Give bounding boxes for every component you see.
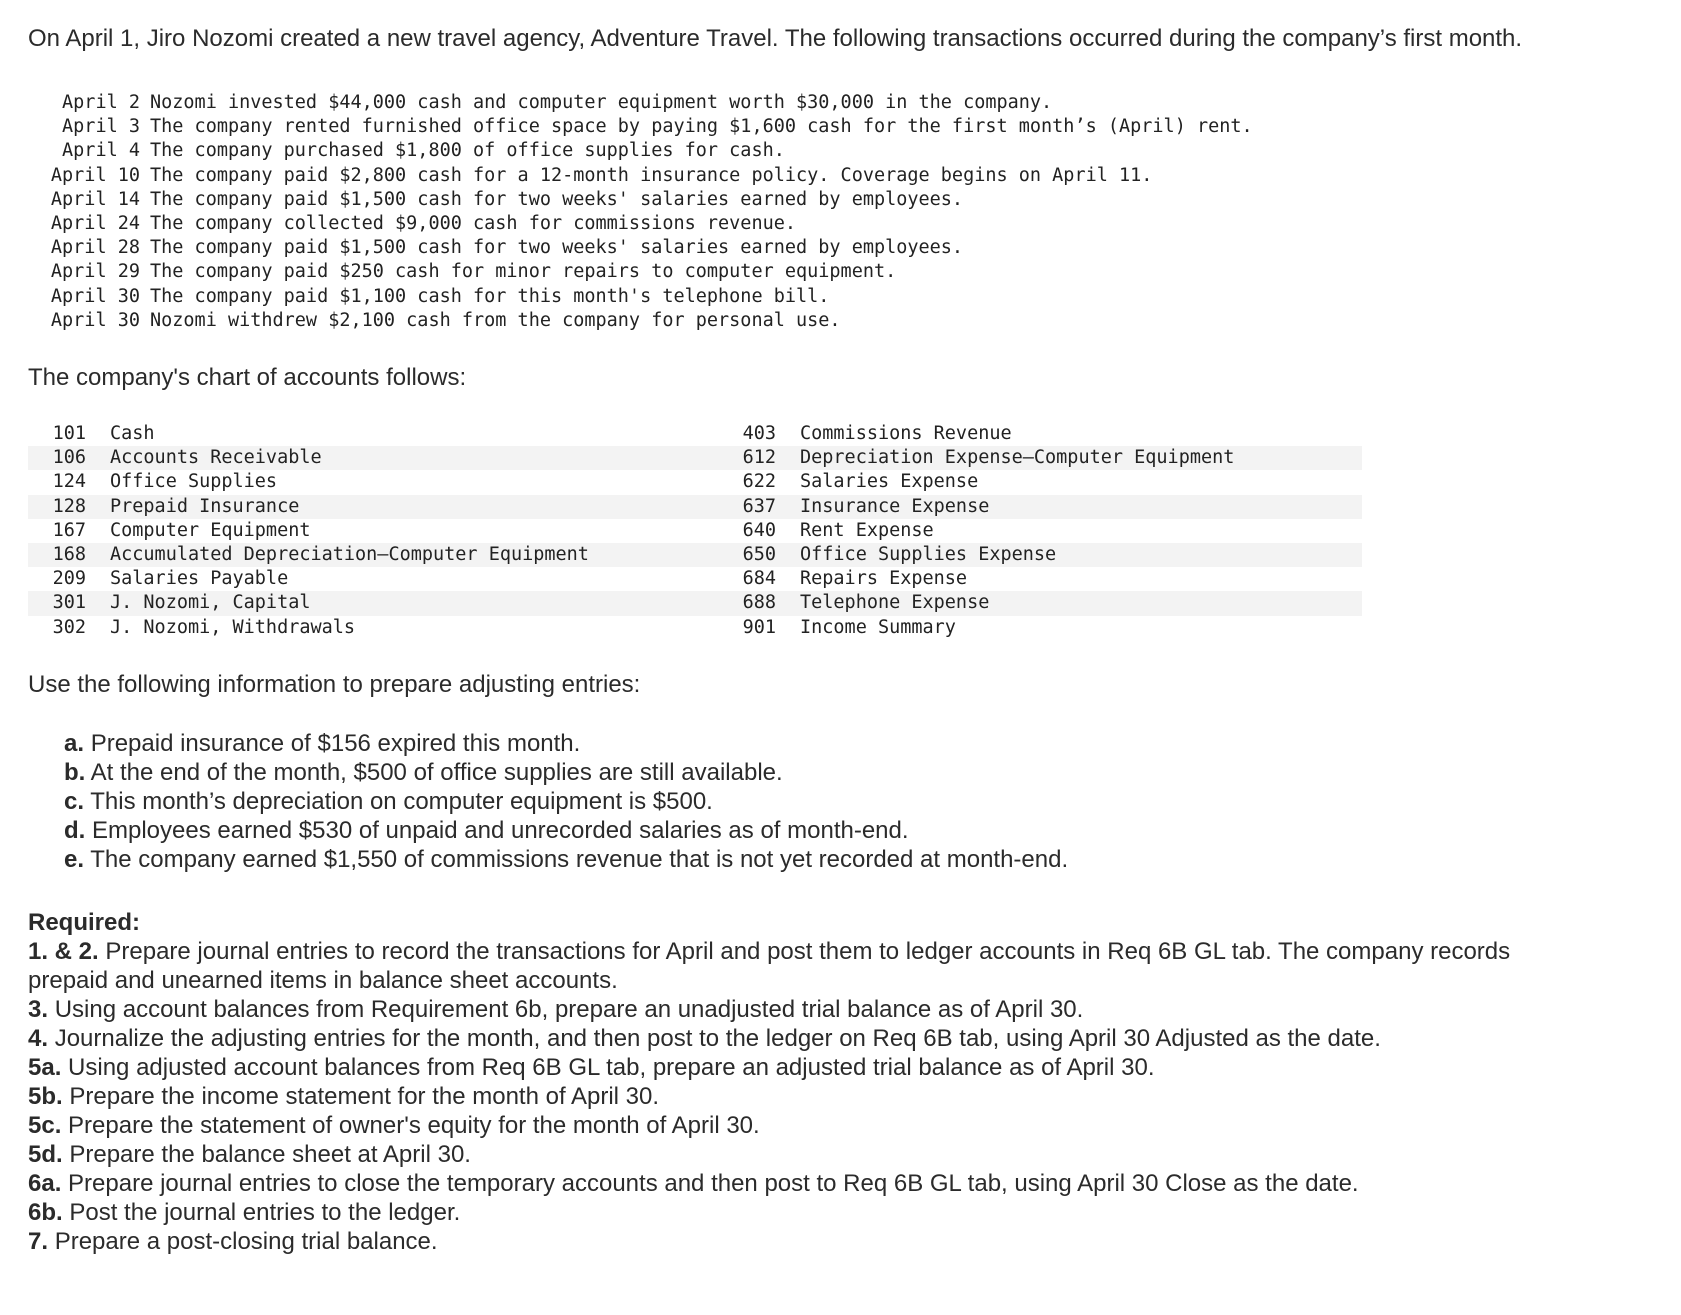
requirement-text: Prepare a post-closing trial balance. (54, 1227, 438, 1255)
transaction-date: April 28 (50, 237, 140, 259)
account-row (718, 495, 1362, 519)
requirement-item (28, 1169, 1568, 1198)
transaction-date: April 3 (62, 116, 140, 138)
account-name: Depreciation Expense—Computer Equipment (800, 447, 1235, 469)
account-row (28, 543, 718, 567)
requirement-label: 6b. (28, 1198, 63, 1226)
account-number: 101 (52, 423, 86, 445)
account-row (718, 591, 1362, 615)
transaction-date: April 24 (50, 213, 140, 235)
requirement-text: Prepare journal entries to close the temporary accounts and then post to Req 6B GL tab, using April 30 Close as the date. (68, 1169, 1359, 1197)
account-number: 128 (52, 495, 86, 517)
account-number: 640 (742, 519, 776, 541)
account-name: Salaries Expense (800, 471, 979, 493)
adjustment-label: c. (64, 787, 85, 815)
adjustment-item (64, 758, 1648, 787)
requirement-label: 5c. (28, 1111, 62, 1139)
account-name: Repairs Expense (800, 568, 968, 590)
transaction-row (28, 236, 1648, 260)
adjustment-label: a. (64, 729, 85, 757)
account-number: 612 (742, 447, 776, 469)
transaction-date: April 4 (62, 140, 140, 162)
transaction-description: The company rented furnished office space by paying $1,600 cash for the first month’s (April) rent. (150, 116, 1253, 138)
account-name: Income Summary (800, 616, 956, 638)
transactions-list (28, 91, 1648, 333)
chart-of-accounts-intro: The company's chart of accounts follows: (28, 364, 467, 392)
requirement-item (28, 1198, 1568, 1227)
account-name: Computer Equipment (110, 519, 311, 541)
account-row (718, 422, 1362, 446)
adjustment-text: Employees earned $530 of unpaid and unrecorded salaries as of month-end. (92, 816, 909, 844)
account-name: Accumulated Depreciation—Computer Equipment (110, 543, 589, 565)
transaction-row (28, 115, 1648, 139)
account-name: Prepaid Insurance (110, 495, 300, 517)
requirement-label: 5b. (28, 1082, 63, 1110)
account-name: Office Supplies Expense (800, 543, 1057, 565)
requirement-item (28, 1227, 1568, 1256)
account-row (28, 422, 718, 446)
requirement-text: Using account balances from Requirement 6b, prepare an unadjusted trial balance as of April 30. (54, 995, 1084, 1023)
account-number: 302 (52, 616, 86, 638)
requirement-text: Journalize the adjusting entries for the month, and then post to the ledger on Req 6B tab, using April 30 Adjusted as the date. (54, 1024, 1381, 1052)
transaction-row (28, 91, 1648, 115)
account-number: 622 (742, 471, 776, 493)
adjustment-item (64, 729, 1648, 758)
transaction-description: The company purchased $1,800 of office supplies for cash. (150, 140, 785, 162)
transaction-row (28, 164, 1648, 188)
requirement-text: Prepare journal entries to record the transactions for April and post them to ledger accounts in Req 6B GL tab. The company records prepaid and unearned items in balance sheet accounts. (28, 937, 1511, 994)
requirement-item (28, 937, 1568, 995)
transaction-date: April 2 (62, 92, 140, 113)
account-number: 403 (742, 423, 776, 445)
transaction-row (28, 139, 1648, 163)
account-number: 167 (52, 519, 86, 541)
transaction-description: The company paid $2,800 cash for a 12-month insurance policy. Coverage begins on April 11. (150, 164, 1153, 186)
adjustment-label: b. (64, 758, 86, 786)
adjustment-label: e. (64, 845, 85, 873)
transaction-description: Nozomi withdrew $2,100 cash from the company for personal use. (150, 309, 841, 331)
account-row (718, 567, 1362, 591)
requirement-text: Post the journal entries to the ledger. (69, 1198, 461, 1226)
account-row (718, 446, 1362, 470)
transaction-date: April 29 (50, 261, 140, 283)
accounts-left-column (28, 422, 718, 640)
account-number: 209 (52, 568, 86, 590)
adjustment-text: Prepaid insurance of $156 expired this month. (90, 729, 581, 757)
account-name: Office Supplies (110, 471, 278, 493)
problem-page (28, 24, 1648, 1256)
required-section (28, 908, 1648, 1256)
adjustment-text: At the end of the month, $500 of office supplies are still available. (90, 758, 783, 786)
transaction-description: The company collected $9,000 cash for commissions revenue. (150, 213, 797, 235)
adjustment-item (64, 816, 1648, 845)
account-row (28, 567, 718, 591)
account-name: Salaries Payable (110, 568, 289, 590)
requirement-label: 6a. (28, 1169, 62, 1197)
adjustments-list (28, 729, 1648, 874)
required-heading: Required: (28, 908, 141, 936)
account-row (28, 495, 718, 519)
account-row (28, 519, 718, 543)
requirement-item (28, 1111, 1568, 1140)
requirement-label: 5d. (28, 1140, 63, 1168)
account-number: 106 (52, 447, 86, 469)
account-name: Commissions Revenue (800, 423, 1012, 445)
requirement-item (28, 1140, 1568, 1169)
requirement-item (28, 1024, 1568, 1053)
account-name: Telephone Expense (800, 592, 990, 614)
requirement-label: 5a. (28, 1053, 62, 1081)
requirement-text: Using adjusted account balances from Req 6B GL tab, prepare an adjusted trial balance as of April 30. (68, 1053, 1155, 1081)
requirement-item (28, 1082, 1568, 1111)
transaction-description: The company paid $1,500 cash for two weeks' salaries earned by employees. (150, 237, 964, 259)
accounts-right-column (718, 422, 1362, 640)
account-name: Cash (110, 423, 155, 445)
account-row (28, 591, 718, 615)
transaction-row (28, 212, 1648, 236)
transaction-row (28, 309, 1648, 333)
requirement-text: Prepare the statement of owner's equity for the month of April 30. (68, 1111, 760, 1139)
account-name: Insurance Expense (800, 495, 990, 517)
account-number: 124 (52, 471, 86, 493)
requirement-label: 3. (28, 995, 49, 1023)
account-name: J. Nozomi, Withdrawals (110, 616, 356, 638)
adjustment-label: d. (64, 816, 86, 844)
requirement-text: Prepare the income statement for the month of April 30. (69, 1082, 660, 1110)
transaction-description: Nozomi invested $44,000 cash and computer equipment worth $30,000 in the company. (150, 92, 1053, 113)
account-row (718, 519, 1362, 543)
requirement-text: Prepare the balance sheet at April 30. (69, 1140, 471, 1168)
requirement-item (28, 995, 1568, 1024)
account-number: 301 (52, 592, 86, 614)
transaction-date: April 30 (50, 309, 140, 331)
account-name: Accounts Receivable (110, 447, 322, 469)
account-row (28, 470, 718, 494)
transaction-description: The company paid $1,100 cash for this month's telephone bill. (150, 285, 830, 307)
account-row (718, 470, 1362, 494)
requirement-label: 4. (28, 1024, 49, 1052)
account-number: 684 (742, 568, 776, 590)
transaction-row (28, 285, 1648, 309)
account-row (28, 446, 718, 470)
account-name: Rent Expense (800, 519, 934, 541)
account-number: 688 (742, 592, 776, 614)
adjusting-entries-intro: Use the following information to prepare adjusting entries: (28, 670, 641, 698)
account-row (718, 616, 1362, 640)
transaction-date: April 14 (50, 188, 140, 210)
adjustment-item (64, 845, 1648, 874)
transaction-description: The company paid $250 cash for minor repairs to computer equipment. (150, 261, 897, 283)
requirement-label: 7. (28, 1227, 49, 1255)
transaction-description: The company paid $1,500 cash for two weeks' salaries earned by employees. (150, 188, 964, 210)
chart-of-accounts-table (28, 422, 1362, 640)
transaction-date: April 10 (50, 164, 140, 186)
adjustment-text: This month’s depreciation on computer equipment is $500. (90, 787, 713, 815)
adjustment-item (64, 787, 1648, 816)
account-number: 637 (742, 495, 776, 517)
requirement-label: 1. & 2. (28, 937, 99, 965)
account-number: 650 (742, 543, 776, 565)
transaction-row (28, 188, 1648, 212)
requirement-item (28, 1053, 1568, 1082)
account-name: J. Nozomi, Capital (110, 592, 311, 614)
transaction-date: April 30 (50, 285, 140, 307)
transaction-row (28, 260, 1648, 284)
adjustment-text: The company earned $1,550 of commissions revenue that is not yet recorded at month-end. (90, 845, 1069, 873)
account-number: 901 (742, 616, 776, 638)
account-row (28, 616, 718, 640)
account-number: 168 (52, 543, 86, 565)
account-row (718, 543, 1362, 567)
intro-paragraph: On April 1, Jiro Nozomi created a new travel agency, Adventure Travel. The following transactions occurred during the company’s first month. (28, 25, 1523, 52)
